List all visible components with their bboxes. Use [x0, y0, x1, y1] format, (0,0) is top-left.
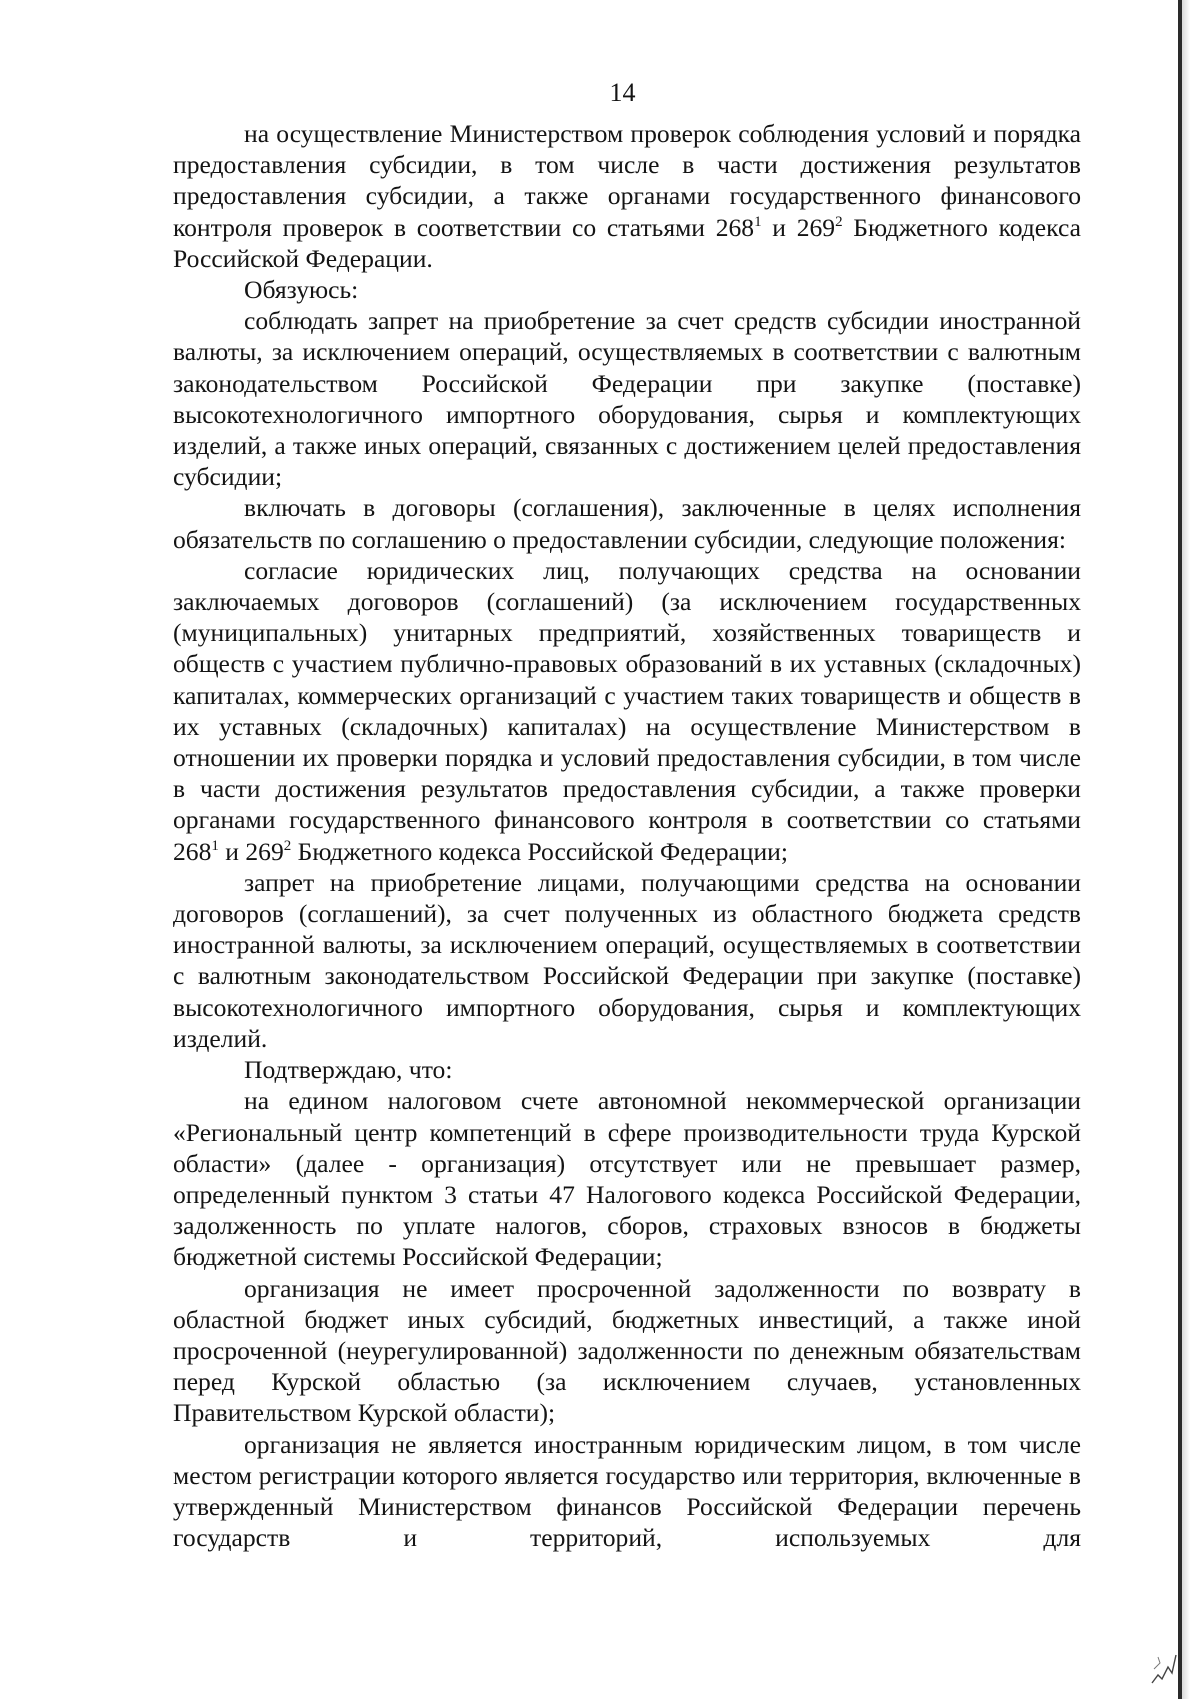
paragraph-7: Подтверждаю, что: — [244, 1055, 453, 1085]
paragraph-1: на осуществление Министерством проверок соблюдения условий и порядка предоставления субсидии, в том числе в части достижения результатов предоставления субсидии, а также органами государственного финансового контроля проверок в соответствии со статьями $268^1$ и $269^2$ Бюджетного кодекса Российской Федерации. — [173, 119, 1081, 273]
paragraph-10: организация не является иностранным юридическим лицом, в том числе местом регистрации которого является государство или территория, включенные в утвержденный Министерством финансов Российской Федерации перечень государств и территорий, используемых для — [173, 1429, 1081, 1553]
scan-edge-line — [1178, 0, 1182, 1699]
paragraph-8: на едином налоговом счете автономной некоммерческой организации «Региональный центр компетенций в сфере производительности труда Курской области» (далее - организация) отсутствует или не превышает размер, определенный пунктом 3 статьи 47 Налогового кодекса Российской Федерации, задолженность по уплате налогов, сборов, страховых взносов в бюджеты бюджетной системы Российской Федерации; — [173, 1086, 1081, 1272]
paragraph-2: Обязуюсь: — [244, 275, 359, 305]
document-body — [173, 118, 1081, 1553]
paragraph-6: запрет на приобретение лицами, получающими средства на основании договоров (соглашений), за счет полученных из областного бюджета средств иностранной валюты, за исключением операций, осуществляемых в соответствии с валютным законодательством Российской Федерации при закупке (поставке) высокотехнологичного импортного оборудования, сырья и комплектующих изделий. — [173, 867, 1081, 1053]
scan-edge-shadow — [1182, 0, 1190, 1699]
paragraph-3: соблюдать запрет на приобретение за счет средств субсидии иностранной валюты, за исключением операций, осуществляемых в соответствии с валютным законодательством Российской Федерации при закупке (поставке) высокотехнологичного импортного оборудования, сырья и комплектующих изделий, а также иных операций, связанных с достижением целей предоставления субсидии; — [173, 306, 1081, 492]
paragraph-4: включать в договоры (соглашения), заключенные в целях исполнения обязательств по соглашению о предоставлении субсидии, следующие положения: — [173, 493, 1081, 554]
paragraph-9: организация не имеет просроченной задолженности по возврату в областной бюджет иных субсидий, бюджетных инвестиций, а также иной просроченной (неурегулированной) задолженности по денежным обязательствам перед Курской областью (за исключением случаев, установленных Правительством Курской области); — [173, 1273, 1081, 1428]
page-number: 14 — [609, 78, 636, 107]
paragraph-5: согласие юридических лиц, получающих средства на основании заключаемых договоров (соглашений) (за исключением государственных (муниципальных) унитарных предприятий, хозяйственных товариществ и обществ с участием публично-правовых образований в их уставных (складочных) капиталах, коммерческих организаций с участием таких товариществ и обществ в их уставных (складочных) капиталах) на осуществление Министерством в отношении их проверки порядка и условий предоставления субсидии, в том числе в части достижения результатов предоставления субсидии, а также проверки органами государственного финансового контроля в соответствии со статьями $268^1$ и $269^2$ Бюджетного кодекса Российской Федерации; — [173, 555, 1081, 866]
scan-corner-mark — [1148, 1649, 1178, 1685]
